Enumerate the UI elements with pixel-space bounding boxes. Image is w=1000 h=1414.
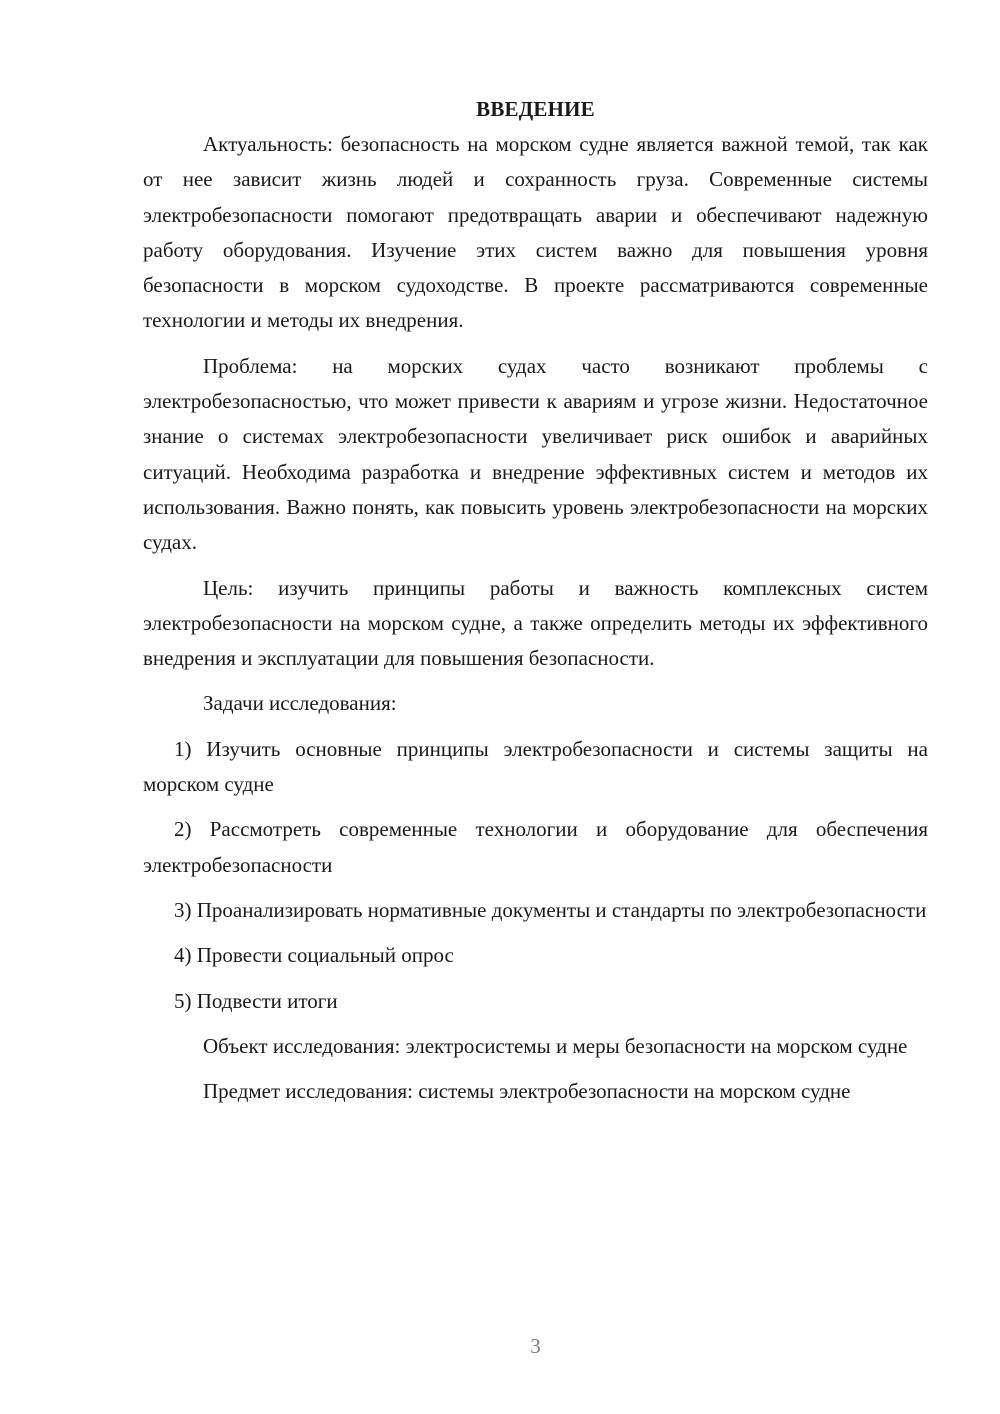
task-item-4: 4) Провести социальный опрос [174,943,454,968]
section-title: ВВЕДЕНИЕ [476,97,595,121]
tasks-heading: Задачи исследования: [203,691,397,716]
task-item-1: 1) Изучить основные принципы электробезопасности и системы защиты на морском судне [143,736,928,797]
task-item-3: 3) Проанализировать нормативные документы и стандарты по электробезопасности [174,897,927,922]
task-item-2: 2) Рассмотреть современные технологии и оборудование для обеспечения электробезопасности [143,817,928,877]
task-item-5: 5) Подвести итоги [174,988,338,1013]
paragraph-object: Объект исследования: электросистемы и меры безопасности на морском судне [203,1033,908,1058]
paragraph-relevance: Актуальность: безопасность на морском судне является важной темой, так как от нее зависит жизнь людей и сохранность груза. Современные системы электробезопасности помогают предотвращать аварии и обеспечивают надежную работу оборудования. Изучение этих систем важно для повышения уровня безопасности в морском судоходстве. В проекте рассматриваются современные технологии и методы их внедрения. [143,132,928,333]
page-number: 3 [530,1334,541,1358]
paragraph-subject: Предмет исследования: системы электробезопасности на морском судне [203,1079,851,1104]
document-body [143,92,928,1109]
paragraph-problem: Проблема: на морских судах часто возникают проблемы с электробезопасностью, что может привести к авариям и угрозе жизни. Недостаточное знание о системах электробезопасности увеличивает риск ошибок и аварийных ситуаций. Необходима разработка и внедрение эффективных систем и методов их использования. Важно понять, как повысить уровень электробезопасности на морских судах. [143,353,928,555]
paragraph-goal: Цель: изучить принципы работы и важность комплексных систем электробезопасности на морском судне, а также определить методы их эффективного внедрения и эксплуатации для повышения безопасности. [143,575,928,671]
